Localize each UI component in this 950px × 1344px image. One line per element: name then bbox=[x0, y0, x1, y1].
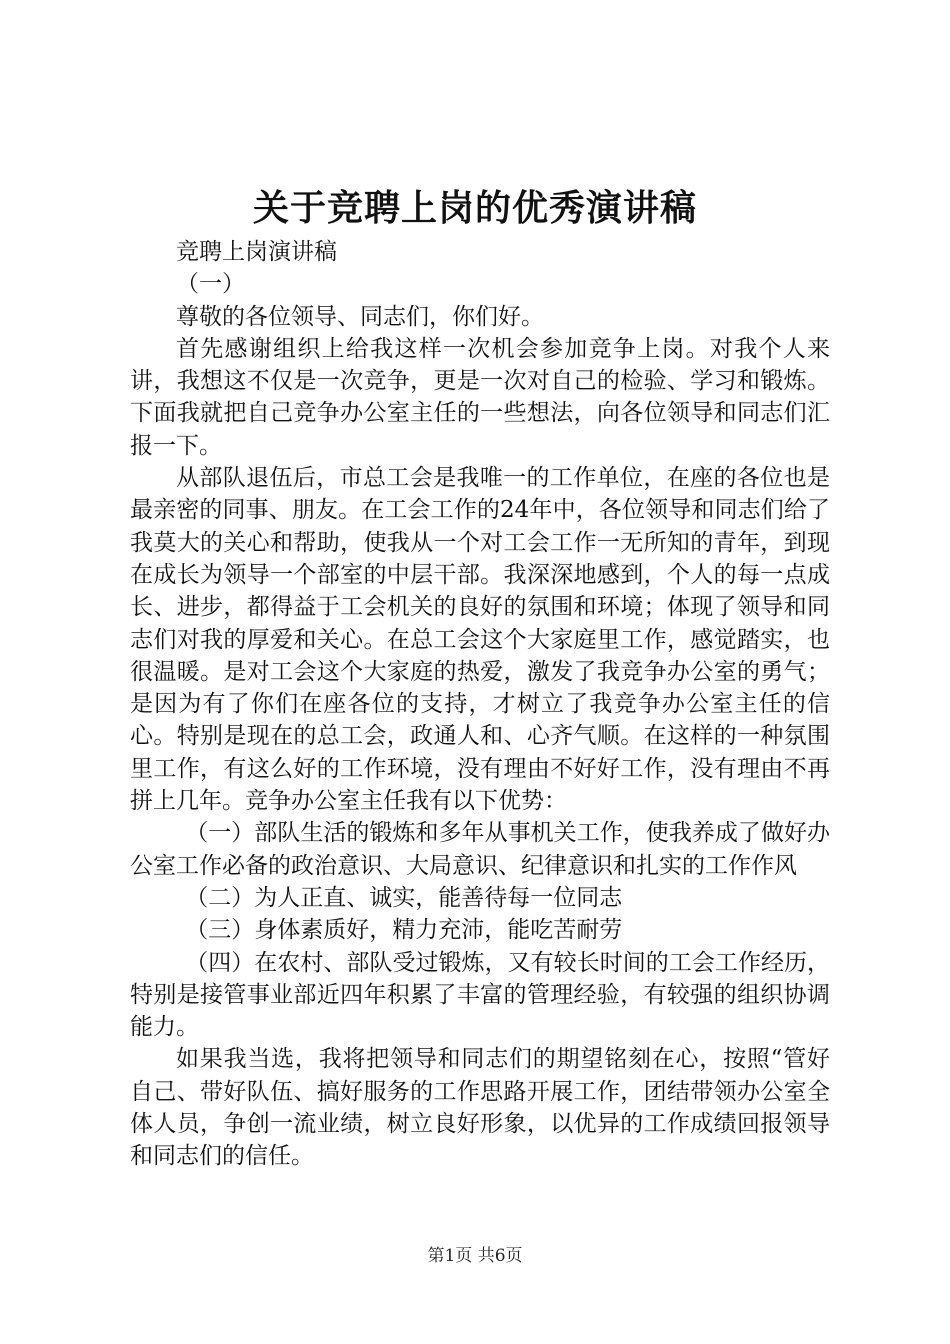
advantage-item: （四）在农村、部队受过锻炼，又有较长时间的工会工作经历，特别是接管事业部近四年积累了丰富的管理经验，有较强的组织协调能力。 bbox=[130, 949, 830, 1041]
section-number: （一） bbox=[176, 271, 245, 298]
greeting-paragraph: 尊敬的各位领导、同志们，你们好。 bbox=[176, 303, 544, 330]
document-body bbox=[130, 236, 830, 1173]
advantage-item: （一）部队生活的锻炼和多年从事机关工作，使我养成了做好办公室工作必备的政治意识、大局意识、纪律意识和扎实的工作作风 bbox=[130, 820, 830, 879]
document-title: 关于竞聘上岗的优秀演讲稿 bbox=[252, 187, 697, 229]
body-paragraph: 如果我当选，我将把领导和同志们的期望铭刻在心，按照“管好自己、带好队伍、搞好服务的工作思路开展工作，团结带领办公室全体人员，争创一流业绩，树立良好形象，以优异的工作成绩回报领导和同志们的信任。 bbox=[130, 1046, 830, 1170]
advantage-item: （二）为人正直、诚实，能善待每一位同志 bbox=[185, 884, 623, 911]
advantage-item: （三）身体素质好，精力充沛，能吃苦耐劳 bbox=[185, 917, 623, 944]
body-paragraph: 从部队退伍后，市总工会是我唯一的工作单位，在座的各位也是最亲密的同事、朋友。在工会工作的24年中，各位领导和同志们给了我莫大的关心和帮助，使我从一个对工会工作一无所知的青年，到现在成长为领导一个部室的中层干部。我深深地感到，个人的每一点成长、进步，都得益于工会机关的良好的氛围和环境；体现了领导和同志们对我的厚爱和关心。在总工会这个大家庭里工作，感觉踏实，也很温暖。是对工会这个大家庭的热爱，激发了我竞争办公室的勇气；是因为有了你们在座各位的支持，才树立了我竞争办公室主任的信心。特别是现在的总工会，政通人和、心齐气顺。在这样的一种氛围里工作，有这么好的工作环境，没有理由不好好工作，没有理由不再拼上几年。竞争办公室主任我有以下优势： bbox=[130, 465, 830, 815]
body-paragraph: 首先感谢组织上给我这样一次机会参加竞争上岗。对我个人来讲，我想这不仅是一次竞争，更是一次对自己的检验、学习和锻炼。下面我就把自己竞争办公室主任的一些想法，向各位领导和同志们汇报一下。 bbox=[130, 335, 830, 459]
subtitle-line: 竞聘上岗演讲稿 bbox=[176, 239, 337, 265]
page-footer: 第1页 共6页 bbox=[427, 1246, 523, 1266]
